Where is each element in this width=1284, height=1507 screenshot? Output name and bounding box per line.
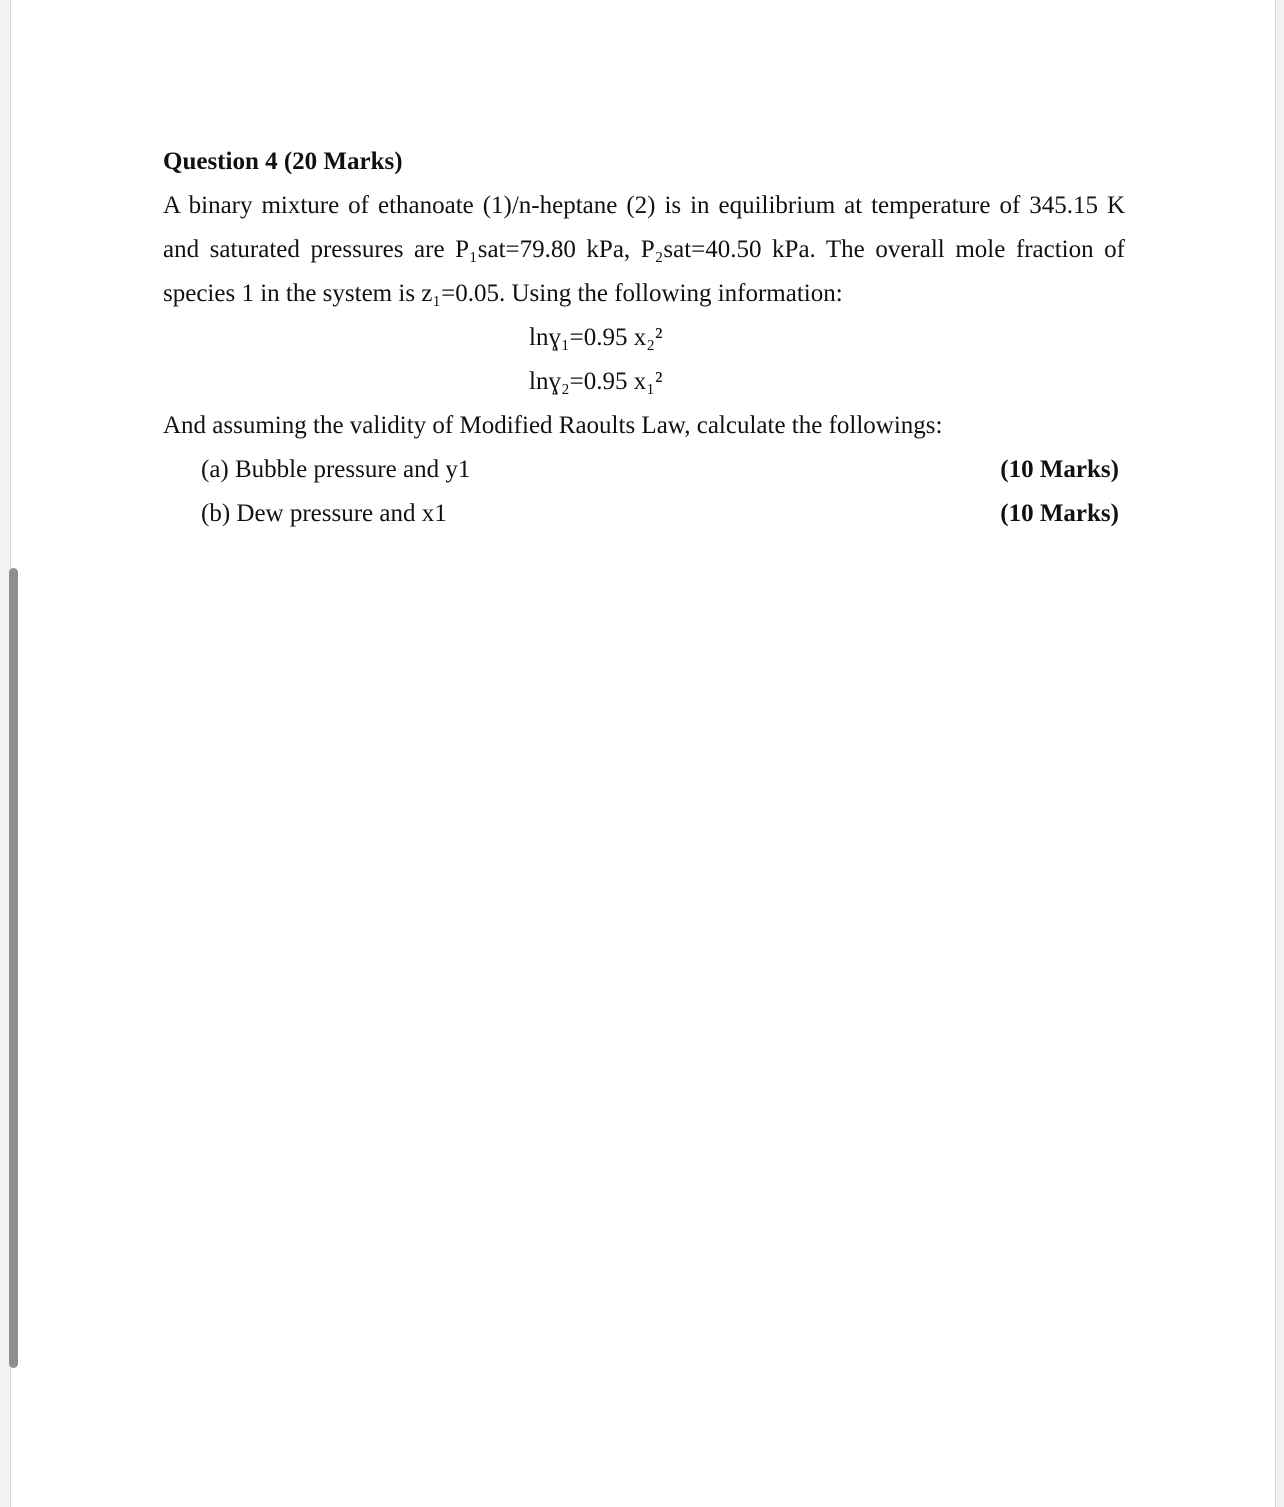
statement-line-3: species 1 in the system is z₁=0.05. Using the following information:: [163, 280, 843, 307]
question-title: Question 4 (20 Marks): [163, 148, 403, 175]
activity-equation-1: lnɣ₁=0.95 x₂²: [529, 324, 663, 351]
activity-equation-2: lnɣ₂=0.95 x₁²: [529, 368, 663, 395]
part-a-label: (a) Bubble pressure and y1: [201, 456, 471, 483]
part-a-marks: (10 Marks): [1000, 456, 1119, 483]
problem-statement: [163, 184, 1125, 316]
statement-line-2: and saturated pressures are P₁sat=79.80 kPa, P₂sat=40.50 kPa. The overall mole fraction of: [163, 236, 1125, 263]
part-a: [163, 448, 1125, 492]
statement-line-1: A binary mixture of ethanoate (1)/n-heptane (2) is in equilibrium at temperature of 345.15 K: [163, 192, 1125, 219]
part-b: [163, 492, 1125, 536]
question-content: [163, 140, 1125, 536]
part-b-marks: (10 Marks): [1000, 500, 1119, 527]
document-page: [10, 0, 1276, 1507]
part-b-label: (b) Dew pressure and x1: [201, 500, 447, 527]
vertical-scrollbar[interactable]: [9, 568, 18, 1368]
instruction-text: And assuming the validity of Modified Raoults Law, calculate the followings:: [163, 412, 943, 439]
